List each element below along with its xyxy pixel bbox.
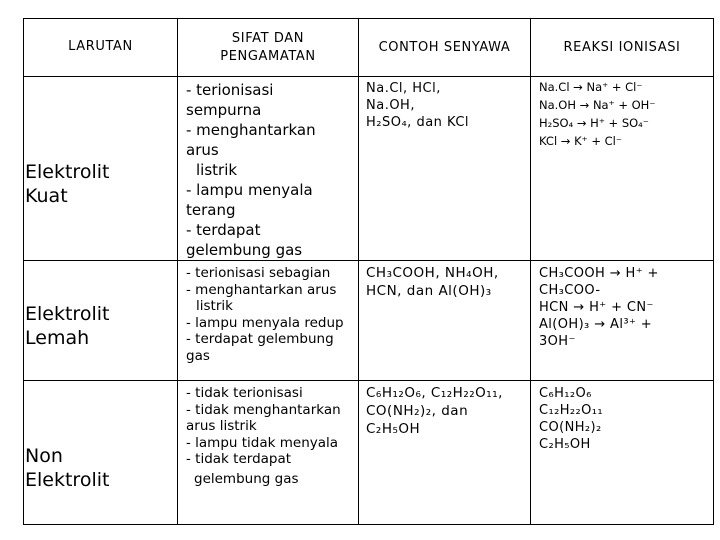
contoh-line: C₆H₁₂O₆, C₁₂H₂₂O₁₁, <box>366 385 503 401</box>
reaksi-line: C₆H₁₂O₆ <box>539 386 592 401</box>
sifat-line: - tidak terdapat <box>186 451 292 468</box>
sifat-line: sempurna <box>186 101 262 119</box>
header-sifat <box>178 19 359 77</box>
reaksi-line: CO(NH₂)₂ <box>539 420 602 435</box>
sifat-line: - terionisasi sebagian <box>186 265 331 281</box>
header-row <box>24 19 714 77</box>
sifat-cell <box>178 261 359 381</box>
sifat-line: listrik <box>196 298 233 315</box>
reaksi-line: C₁₂H₂₂O₁₁ <box>539 403 603 418</box>
sifat-line: arus listrik <box>186 418 257 435</box>
sifat-line: - terdapat gelembung <box>186 331 334 348</box>
reaksi-line: CH₃COO- <box>539 283 601 298</box>
header-larutan: LARUTAN <box>24 19 178 77</box>
sifat-line: - menghantarkan arus <box>186 281 337 298</box>
sifat-line: gelembung gas <box>194 470 299 487</box>
contoh-line: C₂H₅OH <box>366 421 421 437</box>
table-row-elektrolit-kuat <box>24 77 714 261</box>
header-sifat-line1: SIFAT DAN <box>231 30 305 46</box>
sifat-line: - terdapat <box>186 221 261 239</box>
sifat-line: gas <box>186 347 210 364</box>
contoh-line: CO(NH₂)₂, dan <box>366 403 469 419</box>
sifat-line: - lampu tidak menyala <box>186 434 339 451</box>
reaksi-line: Na.Cl → Na⁺ + Cl⁻ <box>539 80 643 94</box>
contoh-line: Na.Cl, HCl, <box>366 81 441 96</box>
reaksi-line: Na.OH → Na⁺ + OH⁻ <box>539 98 656 112</box>
sifat-line: - menghantarkan <box>186 121 316 139</box>
row-label-line: Lemah <box>25 326 90 349</box>
reaksi-line: CH₃COOH → H⁺ + <box>539 266 659 281</box>
sifat-cell <box>178 381 359 525</box>
reaksi-line: C₂H₅OH <box>539 437 591 452</box>
reaksi-cell <box>531 261 714 381</box>
sifat-line: gelembung gas <box>186 241 303 259</box>
contoh-cell <box>359 261 531 381</box>
row-label-line: Kuat <box>25 184 68 207</box>
row-label-line: Elektrolit <box>25 160 110 183</box>
reaksi-line: H₂SO₄ → H⁺ + SO₄⁻ <box>539 116 649 130</box>
row-label <box>24 77 178 261</box>
reaksi-cell <box>531 77 714 261</box>
sifat-line: - tidak terionisasi <box>186 385 303 401</box>
row-label-line: Elektrolit <box>25 468 110 491</box>
row-label-line: Elektrolit <box>25 302 110 325</box>
sifat-line: - lampu menyala <box>186 181 313 199</box>
contoh-line: H₂SO₄, dan KCl <box>366 115 470 130</box>
reaksi-line: 3OH⁻ <box>539 334 576 349</box>
sifat-cell <box>178 77 359 261</box>
contoh-line: CH₃COOH, NH₄OH, <box>366 265 499 281</box>
reaksi-line: KCl → K⁺ + Cl⁻ <box>539 134 622 148</box>
row-label-line: Non <box>25 444 63 467</box>
contoh-line: Na.OH, <box>366 98 415 113</box>
sifat-line: - lampu menyala redup <box>186 314 344 331</box>
header-sifat-line2: PENGAMATAN <box>220 48 316 64</box>
sifat-line: terang <box>186 201 236 219</box>
sifat-line: listrik <box>196 161 238 179</box>
contoh-cell <box>359 381 531 525</box>
contoh-cell <box>359 77 531 261</box>
sifat-line: - tidak menghantarkan <box>186 401 341 418</box>
reaksi-cell <box>531 381 714 525</box>
sifat-line: arus <box>186 141 219 159</box>
electrolyte-table <box>23 18 714 525</box>
contoh-line: HCN, dan Al(OH)₃ <box>366 283 492 299</box>
table-row-non-elektrolit <box>24 381 714 525</box>
row-label <box>24 381 178 525</box>
header-reaksi: REAKSI IONISASI <box>531 19 714 77</box>
row-label <box>24 261 178 381</box>
sifat-line: - terionisasi <box>186 81 274 99</box>
reaksi-line: Al(OH)₃ → Al³⁺ + <box>539 317 653 332</box>
table-row-elektrolit-lemah <box>24 261 714 381</box>
reaksi-line: HCN → H⁺ + CN⁻ <box>539 300 654 315</box>
header-contoh: CONTOH SENYAWA <box>359 19 531 77</box>
